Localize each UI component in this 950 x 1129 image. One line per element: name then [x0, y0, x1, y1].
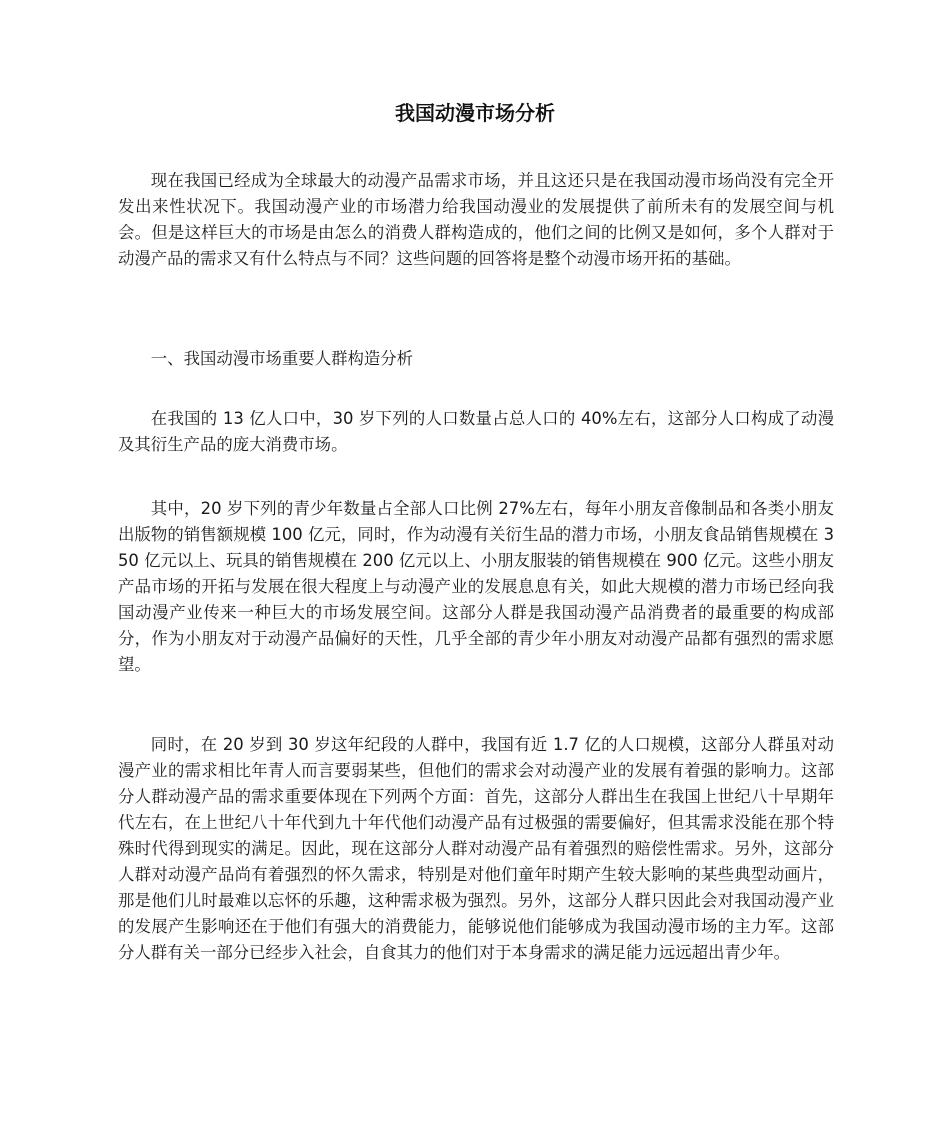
document-title: 我国动漫市场分析 — [395, 101, 555, 125]
paragraph-population: 在我国的 13 亿人口中，30 岁下列的人口数量占总人口的 40%左右，这部分人口构成了动漫及其衍生产品的庞大消费市场。 — [118, 409, 834, 454]
paragraph-youth-market: 其中，20 岁下列的青少年数量占全部人口比例 27%左右，每年小朋友音像制品和各类小朋友出版物的销售额规模 100 亿元，同时，作为动漫有关衍生品的潜力市场，小朋友食品销售规模在 350 亿元以上、玩具的销售规模在 200 亿元以上、小朋友服装的销售规模在 900 亿元。这些小朋友产品市场的开拓与发展在很大程度上与动漫产业的发展息息有关，如此大规模的潜力市场已经向我国动漫产业传来一种巨大的市场发展空间。这部分人群是我国动漫产品消费者的最重要的构成部分，作为小朋友对于动漫产品偏好的天性，几乎全部的青少年小朋友对动漫产品都有强烈的需求愿望。 — [118, 499, 834, 674]
section-heading: 一、我国动漫市场重要人群构造分析 — [150, 349, 414, 368]
paragraph-intro: 现在我国已经成为全球最大的动漫产品需求市场，并且这还只是在我国动漫市场尚没有完全开发出来性状况下。我国动漫产业的市场潜力给我国动漫业的发展提供了前所未有的发展空间与机会。但是这样巨大的市场是由怎么的消费人群构造成的，他们之间的比例又是如何，多个人群对于动漫产品的需求又有什么特点与不同？这些问题的回答将是整个动漫市场开拓的基础。 — [118, 171, 834, 268]
paragraph-young-adults: 同时，在 20 岁到 30 岁这年纪段的人群中，我国有近 1.7 亿的人口规模，这部分人群虽对动漫产业的需求相比年青人而言要弱某些，但他们的需求会对动漫产业的发展有着强的影响力。这部分人群动漫产品的需求重要体现在下列两个方面：首先，这部分人群出生在我国上世纪八十早期年代左右，在上世纪八十年代到九十年代他们动漫产品有过极强的需要偏好，但其需求没能在那个特殊时代得到现实的满足。因此，现在这部分人群对动漫产品有着强烈的赔偿性需求。另外，这部分人群对动漫产品尚有着强烈的怀久需求，特别是对他们童年时期产生较大影响的某些典型动画片，那是他们儿时最难以忘怀的乐趣，这种需求极为强烈。另外，这部分人群只因此会对我国动漫产业的发展产生影响还在于他们有强大的消费能力，能够说他们能够成为我国动漫市场的主力军。这部分人群有关一部分已经步入社会，自食其力的他们对于本身需求的满足能力远远超出青少年。 — [118, 735, 834, 962]
